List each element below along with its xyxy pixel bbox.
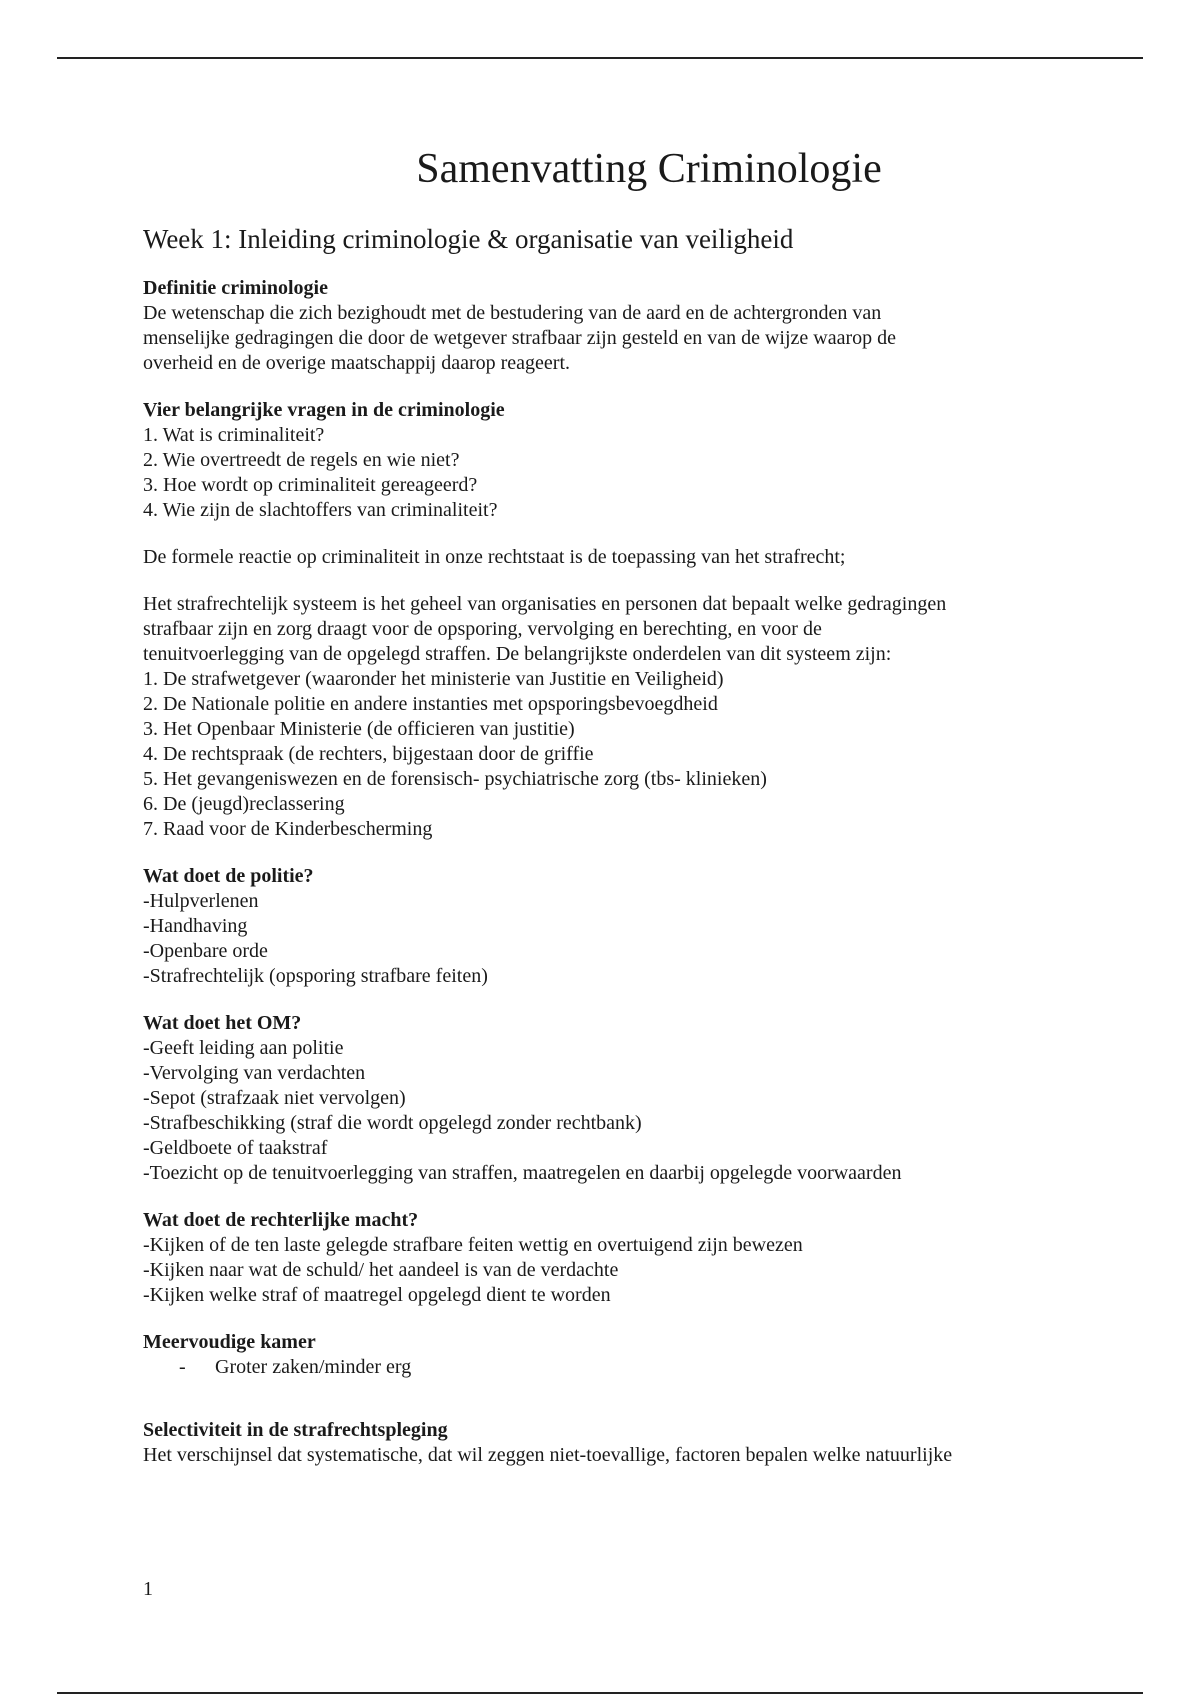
list-item: -Strafrechtelijk (opsporing strafbare feiten) bbox=[143, 965, 488, 987]
list-item: -Strafbeschikking (straf die wordt opgelegd zonder rechtbank) bbox=[143, 1112, 642, 1134]
list-item: -Kijken naar wat de schuld/ het aandeel is van de verdachte bbox=[143, 1259, 619, 1281]
list-item: 2. Wie overtreedt de regels en wie niet? bbox=[143, 449, 460, 471]
document-page bbox=[143, 140, 1103, 1468]
section-heading: Definitie criminologie bbox=[143, 277, 328, 299]
document-title: Samenvatting Criminologie bbox=[416, 146, 882, 192]
section-om bbox=[143, 1011, 1103, 1186]
list-item: -Sepot (strafzaak niet vervolgen) bbox=[143, 1087, 406, 1109]
bullet-text: Groter zaken/minder erg bbox=[215, 1356, 412, 1378]
section-politie bbox=[143, 864, 1103, 989]
footer-rule bbox=[57, 1692, 1143, 1694]
list-item: -Toezicht op de tenuitvoerlegging van straffen, maatregelen en daarbij opgelegde voorwaarden bbox=[143, 1162, 902, 1184]
list-item: -Vervolging van verdachten bbox=[143, 1062, 366, 1084]
paragraph-line: tenuitvoerlegging van de opgelegd straffen. De belangrijkste onderdelen van dit systeem zijn: bbox=[143, 643, 892, 665]
list-item: -Geeft leiding aan politie bbox=[143, 1037, 344, 1059]
list-item: -Handhaving bbox=[143, 915, 248, 937]
list-item: -Geldboete of taakstraf bbox=[143, 1137, 328, 1159]
section-heading: Selectiviteit in de strafrechtspleging bbox=[143, 1419, 448, 1441]
list-item: 2. De Nationale politie en andere instanties met opsporingsbevoegdheid bbox=[143, 693, 718, 715]
bullet-dash-icon: - bbox=[179, 1356, 186, 1378]
paragraph-line: De formele reactie op criminaliteit in onze rechtstaat is de toepassing van het strafrecht; bbox=[143, 546, 846, 568]
list-item: 4. Wie zijn de slachtoffers van criminaliteit? bbox=[143, 499, 498, 521]
list-item: -Kijken welke straf of maatregel opgelegd dient te worden bbox=[143, 1284, 611, 1306]
section-vier-vragen bbox=[143, 398, 1103, 523]
list-item: 4. De rechtspraak (de rechters, bijgestaan door de griffie bbox=[143, 743, 594, 765]
section-heading: Wat doet het OM? bbox=[143, 1012, 302, 1034]
section-heading: Meervoudige kamer bbox=[143, 1331, 316, 1353]
page-number: 1 bbox=[143, 1578, 153, 1600]
section-meervoudige-kamer bbox=[143, 1330, 1103, 1380]
list-item: -Hulpverlenen bbox=[143, 890, 259, 912]
list-item: 7. Raad voor de Kinderbescherming bbox=[143, 818, 433, 840]
section-rechterlijke-macht bbox=[143, 1208, 1103, 1308]
paragraph-line: strafbaar zijn en zorg draagt voor de opsporing, vervolging en berechting, en voor de bbox=[143, 618, 822, 640]
list-item: -Openbare orde bbox=[143, 940, 268, 962]
section-definitie bbox=[143, 276, 1103, 376]
paragraph-line: menselijke gedragingen die door de wetgever strafbaar zijn gesteld en van de wijze waarop de bbox=[143, 327, 897, 349]
paragraph-line: Het strafrechtelijk systeem is het geheel van organisaties en personen dat bepaalt welke gedragingen bbox=[143, 593, 947, 615]
list-item: 1. Wat is criminaliteit? bbox=[143, 424, 325, 446]
section-heading: Wat doet de politie? bbox=[143, 865, 314, 887]
paragraph-line: De wetenschap die zich bezighoudt met de bestudering van de aard en de achtergronden van bbox=[143, 302, 882, 324]
list-item: 3. Het Openbaar Ministerie (de officieren van justitie) bbox=[143, 718, 575, 740]
list-item: 6. De (jeugd)reclassering bbox=[143, 793, 345, 815]
header-rule bbox=[57, 57, 1143, 59]
list-item: 1. De strafwetgever (waaronder het ministerie van Justitie en Veiligheid) bbox=[143, 668, 724, 690]
section-heading: Wat doet de rechterlijke macht? bbox=[143, 1209, 419, 1231]
list-item: 5. Het gevangeniswezen en de forensisch- psychiatrische zorg (tbs- klinieken) bbox=[143, 768, 767, 790]
list-item: -Kijken of de ten laste gelegde strafbare feiten wettig en overtuigend zijn bewezen bbox=[143, 1234, 803, 1256]
section-strafrechtelijk-systeem bbox=[143, 592, 1103, 842]
list-item: 3. Hoe wordt op criminaliteit gereageerd? bbox=[143, 474, 478, 496]
paragraph-line: overheid en de overige maatschappij daarop reageert. bbox=[143, 352, 571, 374]
week-heading: Week 1: Inleiding criminologie & organisatie van veiligheid bbox=[143, 224, 794, 254]
section-heading: Vier belangrijke vragen in de criminologie bbox=[143, 399, 505, 421]
section-selectiviteit bbox=[143, 1418, 1103, 1468]
bullet-item bbox=[143, 1355, 1103, 1380]
paragraph-line: Het verschijnsel dat systematische, dat wil zeggen niet-toevallige, factoren bepalen welke natuurlijke bbox=[143, 1444, 953, 1466]
section-formele-reactie bbox=[143, 545, 1103, 570]
